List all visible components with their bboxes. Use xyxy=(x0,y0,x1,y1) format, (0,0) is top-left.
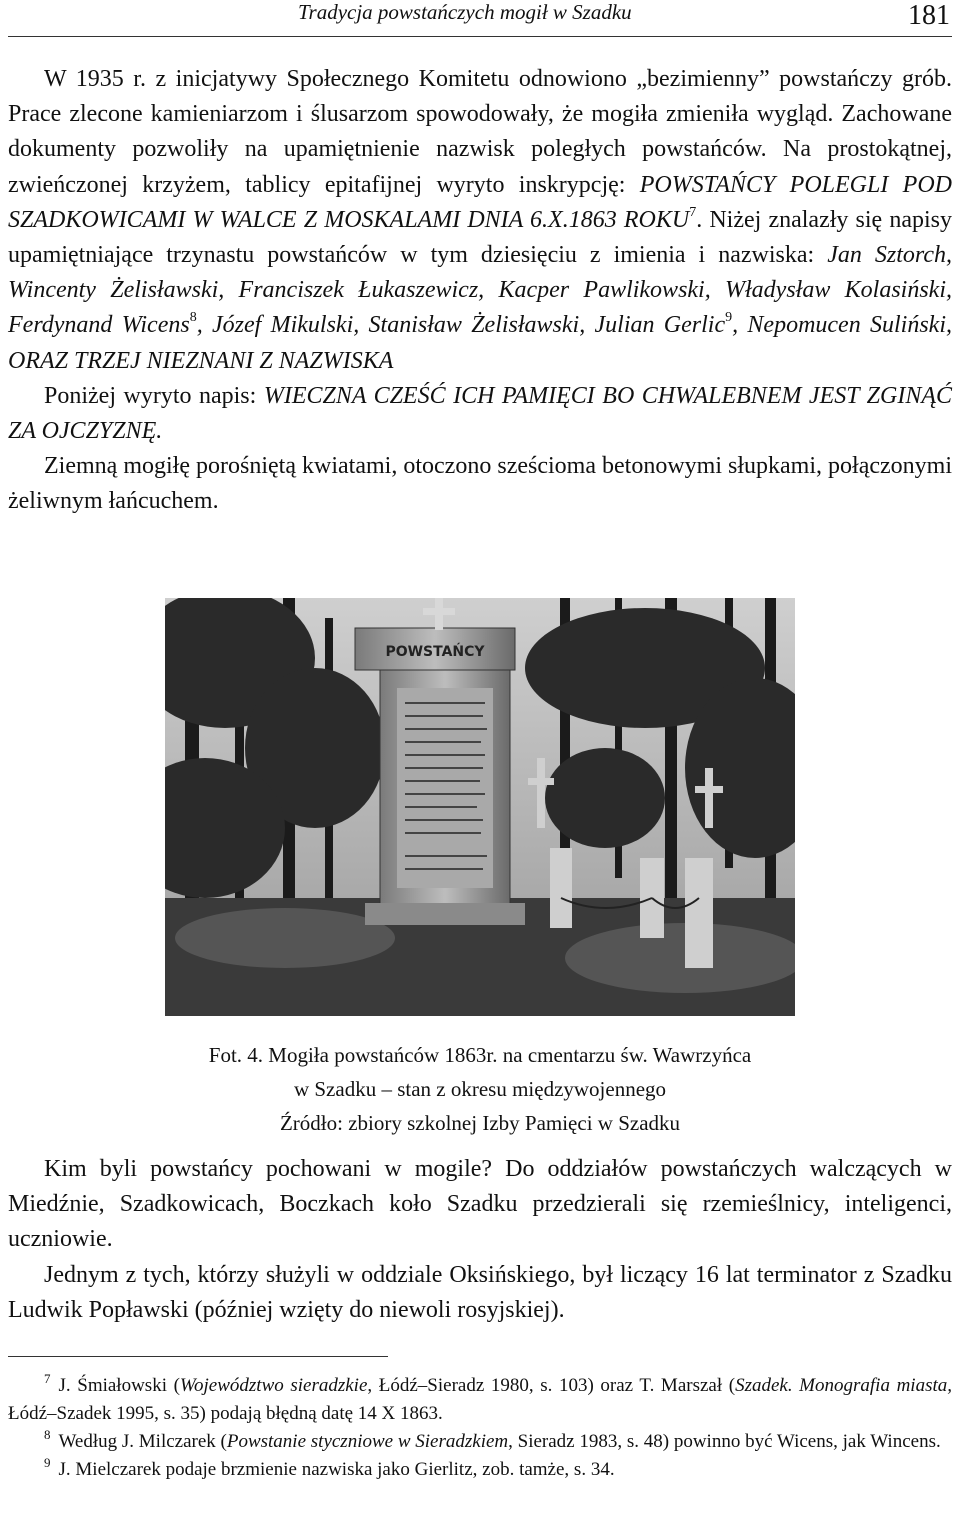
inscription-text: WIECZNA CZEŚĆ ICH PAMIĘCI BO CHWALEBNEM JEST ZGINĄĆ ZA OJCZYZNĘ. xyxy=(8,382,953,445)
photo-caption xyxy=(0,1038,960,1140)
paragraph-who: Kim byli powstańcy pochowani w mogile? Do oddziałów powstańczych walczących w Miedźnie, Szadkowicach, Boczkach koło Szadku przedzierali się rzemieślnicy, inteligenci, uczniowie. xyxy=(8,1156,952,1253)
names-list: Jan Sztorch, Wincenty Żelisławski, Franciszek Łukaszewicz, Kacper Pawlikowski, Władysław Kolasiński, Ferdynand Wicens xyxy=(8,242,952,339)
text-run: . Niżej znalazły się napisy upamiętniające trzynastu powstańców w tym dziesięciu z imienia i nazwiska: xyxy=(8,206,952,269)
book-title: Szadek. Monografia miasta, xyxy=(735,1375,952,1396)
text-run: Według J. Milczarek ( xyxy=(58,1431,227,1452)
text-run: Poniżej wyryto napis: xyxy=(44,382,264,409)
monument-photo-graphic xyxy=(165,598,795,1016)
footnote-8 xyxy=(8,1428,952,1456)
text-run: J. Śmiałowski ( xyxy=(58,1375,180,1396)
footnote-ref-9[interactable]: 9 xyxy=(725,310,733,326)
running-title: Tradycja powstańczych mogił w Szadku xyxy=(298,0,632,24)
paragraph-grave: Ziemną mogiłę porośniętą kwiatami, otoczono sześcioma betonowymi słupkami, połączonymi żeliwnym łańcuchem. xyxy=(8,453,952,515)
footnotes xyxy=(8,1372,952,1484)
caption-line: Fot. 4. Mogiła powstańców 1863r. na cmentarzu św. Wawrzyńca xyxy=(208,1043,752,1067)
text-run: , Łódź–Sieradz 1980, s. 103) oraz T. Marszał ( xyxy=(367,1375,736,1396)
caption-line: w Szadku – stan z okresu międzywojennego xyxy=(293,1077,667,1101)
paragraph-lower-inscription xyxy=(8,379,952,449)
footnote-number: 9 xyxy=(44,1455,51,1470)
inscription-text: POWSTAŃCY POLEGLI POD SZADKOWICAMI W WALCE Z MOSKALAMI DNIA 6.X.1863 ROKU xyxy=(8,171,952,233)
page-number: 181 xyxy=(908,0,950,31)
monument-inscription: POWSTAŃCY xyxy=(385,644,485,660)
text-run: , Sieradz 1983, s. 48) powinno być Wicens, jak Wincens. xyxy=(508,1431,941,1452)
paragraph-poplawski: Jednym z tych, którzy służyli w oddziale Oksińskiego, był liczący 16 lat terminator z Szadku Ludwik Popławski (później wzięty do niewoli rosyjskiej). xyxy=(8,1261,952,1323)
paragraph-inscription xyxy=(8,62,952,379)
text-run: J. Mielczarek podaje brzmienie nazwiska jako Gierlitz, zob. tamże, s. 34. xyxy=(58,1459,615,1480)
page-header xyxy=(8,0,952,37)
footnote-7 xyxy=(8,1372,952,1428)
book-title: Powstanie styczniowe w Sieradzkiem xyxy=(226,1431,509,1452)
body-text-top xyxy=(8,62,952,520)
names-list: , Nepomucen Suliński, ORAZ TRZEJ NIEZNANI Z NAZWISKA xyxy=(8,312,952,374)
text-run: Łódź–Szadek 1995, s. 35) podają błędną datę 14 X 1863. xyxy=(8,1403,443,1424)
book-title: Województwo sieradzkie xyxy=(179,1375,368,1396)
text-run: W 1935 r. z inicjatywy Społecznego Komitetu odnowiono „bezimienny” powstańczy grób. Prace zlecone kamieniarzom i ślusarzom spowodowały, że mogiła zmieniła wygląd. Zachowane dokumenty pozwoliły na upamiętnienie nazwisk poległych powstańców. Na prostokątnej, zwieńczonej krzyżem, tablicy epitafijnej wyryto inskrypcję: xyxy=(8,66,952,198)
footnote-number: 7 xyxy=(44,1371,51,1386)
body-text-bottom xyxy=(8,1152,952,1328)
monument-photo xyxy=(165,598,795,1016)
caption-source: Źródło: zbiory szkolnej Izby Pamięci w Szadku xyxy=(279,1111,681,1135)
footnote-ref-7[interactable]: 7 xyxy=(689,204,697,220)
footnote-number: 8 xyxy=(44,1427,51,1442)
footnote-9 xyxy=(8,1456,952,1484)
footnote-ref-8[interactable]: 8 xyxy=(189,310,197,326)
footnote-divider xyxy=(8,1356,388,1357)
names-list: , Józef Mikulski, Stanisław Żelisławski, Julian Gerlic xyxy=(196,312,726,339)
